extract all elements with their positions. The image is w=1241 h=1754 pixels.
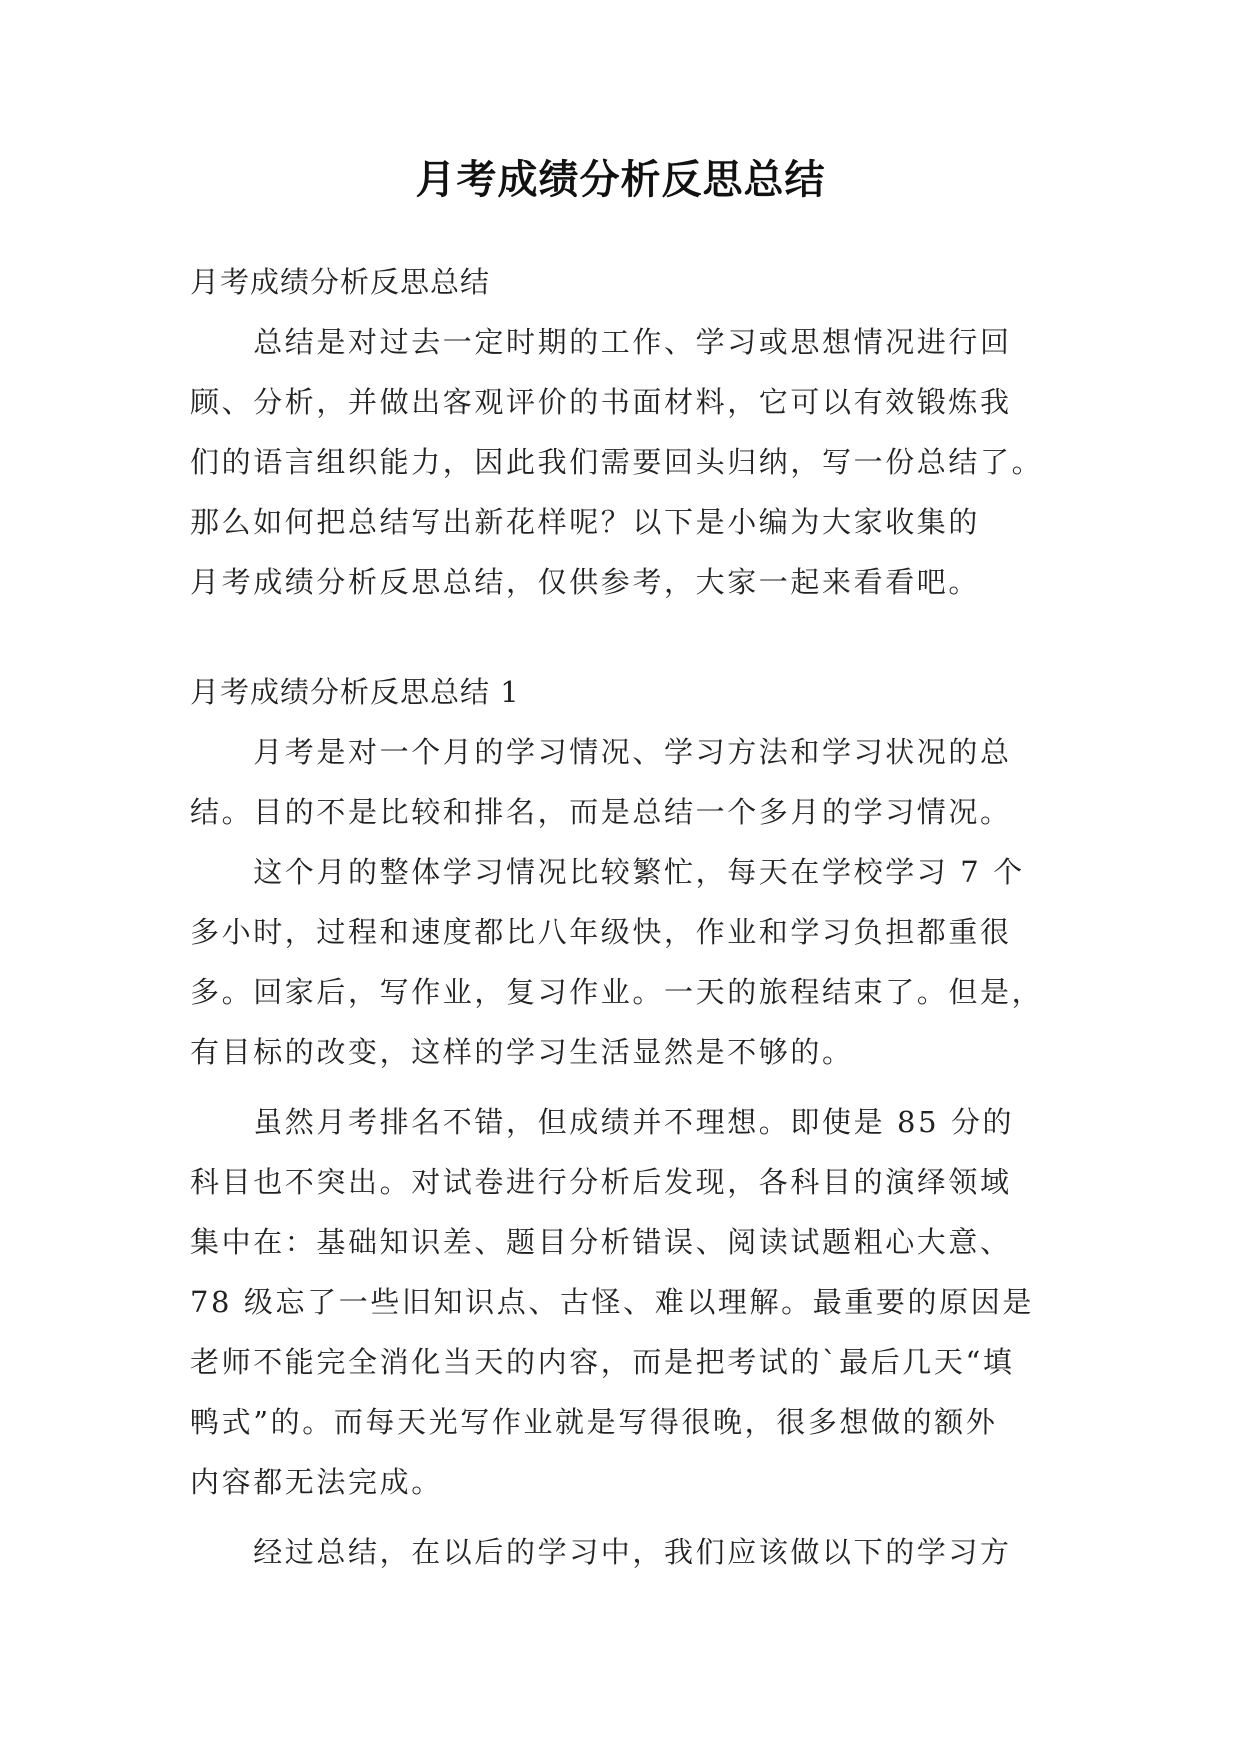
text-line: 月考是对一个月的学习情况、学习方法和学习状况的总 (190, 735, 1012, 769)
text-line: 结。目的不是比较和排名，而是总结一个多月的学习情况。 (190, 795, 1012, 829)
text-line: 那么如何把总结写出新花样呢？以下是小编为大家收集的 (190, 505, 981, 539)
text-line: 顾、分析，并做出客观评价的书面材料，它可以有效锻炼我 (190, 385, 1012, 419)
text-line: 集中在：基础知识差、题目分析错误、阅读试题粗心大意、 (190, 1225, 1012, 1259)
text-line: 鸭式”的。而每天光写作业就是写得很晚，很多想做的额外 (190, 1405, 998, 1439)
text-line: 这个月的整体学习情况比较繁忙，每天在学校学习 7 个 (190, 855, 1025, 889)
text-line: 老师不能完全消化当天的内容，而是把考试的`最后几天“填 (190, 1345, 1015, 1379)
text-line: 科目也不突出。对试卷进行分析后发现，各科目的演绎领域 (190, 1165, 1012, 1199)
text-line: 多小时，过程和速度都比八年级快，作业和学习负担都重很 (190, 915, 1012, 949)
text-line: 内容都无法完成。 (190, 1465, 443, 1499)
text-line: 月考成绩分析反思总结，仅供参考，大家一起来看看吧。 (190, 565, 981, 599)
text-line: 虽然月考排名不错，但成绩并不理想。即使是 85 分的 (190, 1105, 1015, 1139)
text-line: 多。回家后，写作业，复习作业。一天的旅程结束了。但是， (190, 975, 1044, 1009)
text-line: 们的语言组织能力，因此我们需要回头归纳，写一份总结了。 (190, 445, 1044, 479)
intro-heading: 月考成绩分析反思总结 (190, 265, 491, 299)
text-line: 经过总结，在以后的学习中，我们应该做以下的学习方 (190, 1535, 1012, 1569)
text-line: 有目标的改变，这样的学习生活显然是不够的。 (190, 1035, 854, 1069)
text-line: 总结是对过去一定时期的工作、学习或思想情况进行回 (190, 325, 1012, 359)
document-title: 月考成绩分析反思总结 (415, 157, 826, 203)
section-heading: 月考成绩分析反思总结 1 (190, 675, 520, 709)
text-line: 78 级忘了一些旧知识点、古怪、难以理解。最重要的原因是 (190, 1285, 1034, 1319)
